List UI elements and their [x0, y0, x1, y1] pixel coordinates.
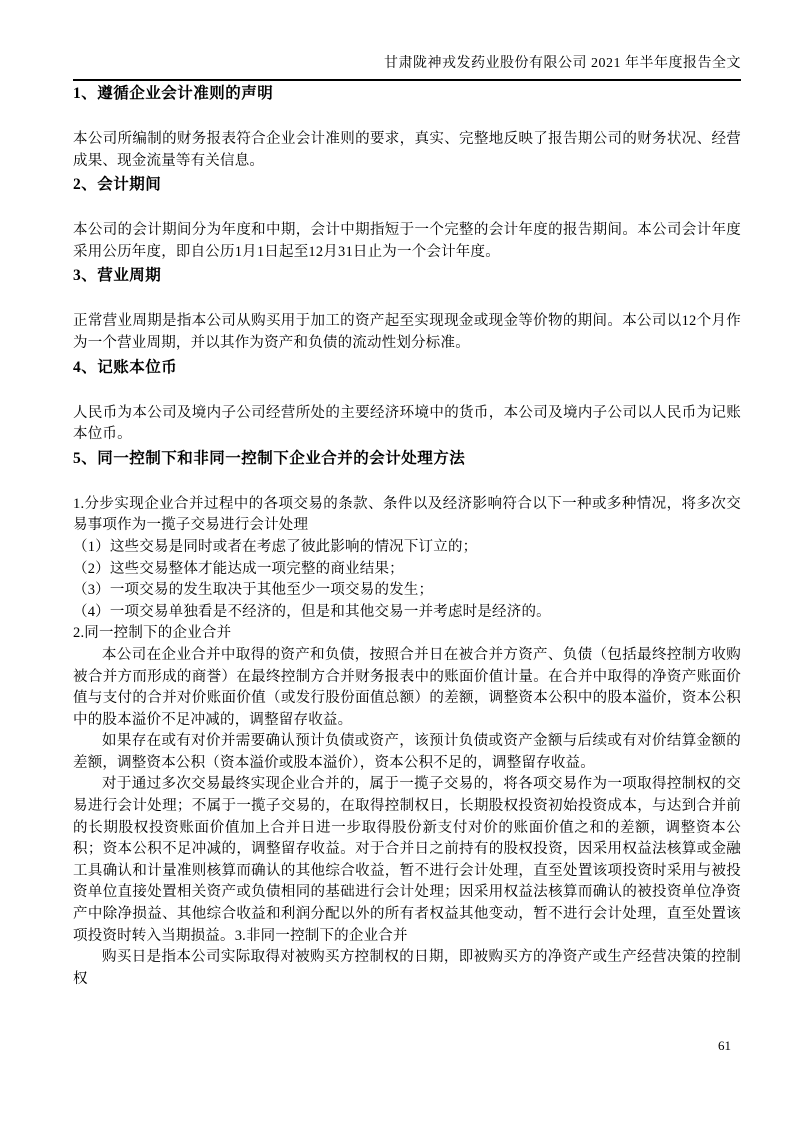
section-5-paragraph-same-control-measurement: 本公司在企业合并中取得的资产和负债，按照合并日在被合并方资产、负债（包括最终控制方收购被合并方而形成的商誉）在最终控制方合并财务报表中的账面价值计量。在合并中取得的净资产账面价值与支付的合并对价账面价值（或发行股份面值总额）的差额，调整资本公积中的股本溢价，资本公积中的股本溢价不足冲减的，调整留存收益。	[73, 646, 741, 728]
section-5-title: 5、同一控制下和非同一控制下企业合并的会计处理方法	[73, 449, 466, 467]
section-3-title: 3、营业周期	[73, 267, 162, 285]
document-header-title: 甘肃陇神戎发药业股份有限公司 2021 年半年度报告全文	[73, 52, 741, 81]
section-1-body	[73, 129, 741, 172]
section-5-subheading-same-control: 2.同一控制下的企业合并	[73, 625, 232, 642]
section-1-paragraph: 本公司所编制的财务报表符合企业会计准则的要求，真实、完整地反映了报告期公司的财务状况、经营成果、现金流量等有关信息。	[73, 131, 741, 169]
section-5-paragraph-contingent-consideration: 如果存在或有对价并需要确认预计负债或资产，该预计负债或资产金额与后续或有对价结算金额的差额，调整资本公积（资本溢价或股本溢价），资本公积不足的，调整留存收益。	[73, 733, 741, 771]
section-5-paragraph-purchase-date: 购买日是指本公司实际取得对被购买方控制权的日期，即被购买方的净资产或生产经营决策的控制权	[73, 949, 741, 987]
section-5-body	[73, 494, 741, 991]
section-4-paragraph: 人民币为本公司及境内子公司经营所处的主要经济环境中的货币，本公司及境内子公司以人民币为记账本位币。	[73, 404, 741, 443]
section-5-list-item-2: （2）这些交易整体才能达成一项完整的商业结果；	[73, 560, 404, 577]
section-2-paragraph: 本公司的会计期间分为年度和中期，会计中期指短于一个完整的会计年度的报告期间。本公司会计年度采用公历年度，即自公历1月1日起至12月31日止为一个会计年度。	[73, 222, 741, 260]
section-2-body	[73, 220, 741, 263]
page-number: 61	[718, 1038, 731, 1053]
section-4-title: 4、记账本位币	[73, 358, 178, 376]
section-5-list-item-4: （4）一项交易单独看是不经济的，但是和其他交易一并考虑时是经济的。	[73, 603, 551, 620]
section-2-title: 2、会计期间	[73, 176, 162, 194]
section-3-paragraph: 正常营业周期是指本公司从购买用于加工的资产起至实现现金或现金等价物的期间。本公司以12个月作为一个营业周期，并以其作为资产和负债的流动性划分标准。	[73, 313, 741, 351]
section-5-list-item-3: （3）一项交易的发生取决于其他至少一项交易的发生；	[73, 582, 434, 599]
section-4-body	[73, 403, 741, 446]
section-5-paragraph-step-acquisition: 对于通过多次交易最终实现企业合并的，属于一揽子交易的，将各项交易作为一项取得控制权的交易进行会计处理；不属于一揽子交易的，在取得控制权日，长期股权投资初始投资成本，与达到合并前的长期股权投资账面价值加上合并日进一步取得股份新支付对价的账面价值之和的差额，调整资本公积；资本公积不足冲减的，调整留存收益。对于合并日之前持有的股权投资，因采用权益法核算或金融工具确认和计量准则核算而确认的其他综合收益，暂不进行会计处理，直至处置该项投资时采用与被投资单位直接处置相关资产或负债相同的基础进行会计处理；因采用权益法核算而确认的被投资单位净资产中除净损益、其他综合收益和利润分配以外的所有者权益其他变动，暂不进行会计处理，直至处置该项投资时转入当期损益。3.非同一控制下的企业合并	[73, 776, 741, 944]
section-5-paragraph-bundled-transactions: 1.分步实现企业合并过程中的各项交易的条款、条件以及经济影响符合以下一种或多种情况，将多次交易事项作为一揽子交易进行会计处理	[73, 495, 741, 534]
section-3-body	[73, 311, 741, 354]
section-1-title: 1、遵循企业会计准则的声明	[73, 85, 274, 102]
section-5-list-item-1: （1）这些交易是同时或者在考虑了彼此影响的情况下订立的；	[73, 538, 478, 555]
